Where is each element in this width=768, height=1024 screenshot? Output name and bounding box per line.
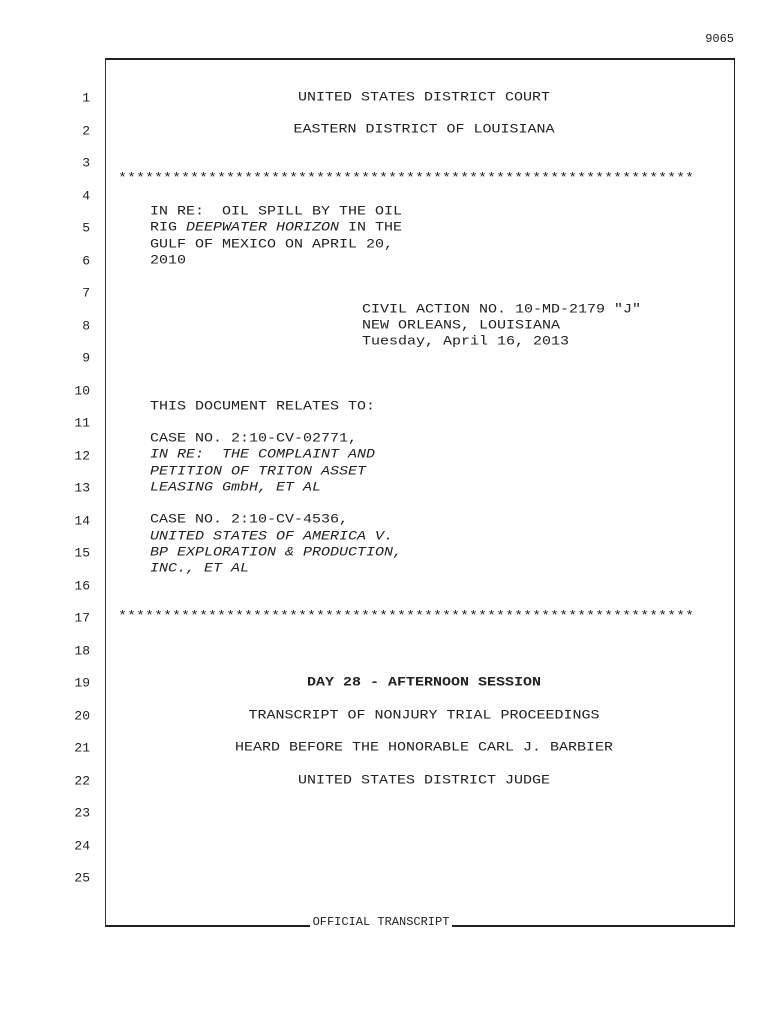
line-number: 15 — [74, 545, 90, 561]
case1-title: PETITION OF TRITON ASSET — [150, 464, 367, 479]
line-number: 14 — [74, 513, 90, 528]
case1-title: LEASING GmbH, ET AL — [150, 480, 322, 495]
separator-bottom: **************************************************************** — [118, 609, 695, 624]
line-number: 8 — [82, 318, 90, 333]
case2-number: CASE NO. 2:10-CV-4536, — [150, 512, 349, 527]
line-number: 2 — [82, 123, 90, 138]
separator-top: **************************************************************** — [118, 171, 695, 186]
footer-label: OFFICIAL TRANSCRIPT — [310, 915, 453, 929]
line-number: 7 — [82, 285, 90, 301]
line-number: 22 — [74, 773, 90, 788]
line-number: 11 — [74, 415, 90, 431]
session-title: DAY 28 - AFTERNOON SESSION — [306, 675, 542, 690]
line-number: 25 — [74, 870, 90, 886]
line-number: 16 — [74, 578, 90, 593]
judge-title: UNITED STATES DISTRICT JUDGE — [297, 773, 551, 788]
case2-title: BP EXPLORATION & PRODUCTION, — [150, 545, 403, 560]
line-number: 19 — [74, 675, 90, 691]
caption-text: RIG — [150, 220, 187, 235]
case2-title: INC., ET AL — [150, 561, 250, 576]
line-number: 5 — [82, 220, 90, 236]
date: Tuesday, April 16, 2013 — [362, 334, 570, 349]
caption-line — [150, 221, 402, 235]
transcript-title: TRANSCRIPT OF NONJURY TRIAL PROCEEDINGS — [248, 708, 600, 723]
relates-to: THIS DOCUMENT RELATES TO: — [150, 399, 376, 414]
line-number: 1 — [82, 90, 90, 106]
case1-title: IN RE: THE COMPLAINT AND — [150, 447, 376, 462]
line-number: 20 — [74, 708, 90, 723]
line-number: 12 — [74, 448, 90, 463]
line-number: 9 — [82, 350, 90, 366]
line-number: 21 — [74, 740, 90, 756]
line-number: 13 — [74, 480, 90, 496]
line-number: 6 — [82, 253, 90, 268]
line-number: 3 — [82, 155, 90, 171]
caption-rig-name: DEEPWATER HORIZON — [186, 220, 340, 235]
line-number: 10 — [74, 383, 90, 398]
case1-number: CASE NO. 2:10-CV-02771, — [150, 431, 358, 446]
heard-before: HEARD BEFORE THE HONORABLE CARL J. BARBIER — [234, 740, 614, 755]
line-number: 4 — [82, 188, 90, 203]
caption-line: GULF OF MEXICO ON APRIL 20, — [150, 237, 394, 252]
caption-text: IN THE — [339, 220, 403, 235]
footer — [0, 915, 765, 929]
line-number: 17 — [74, 610, 90, 626]
line-number: 18 — [74, 643, 90, 658]
court-name: UNITED STATES DISTRICT COURT — [297, 90, 551, 105]
line-number: 24 — [74, 838, 90, 853]
caption-line: 2010 — [150, 253, 187, 268]
case2-title: UNITED STATES OF AMERICA V. — [150, 529, 394, 544]
location: NEW ORLEANS, LOUISIANA — [362, 318, 561, 333]
page-number: 9065 — [705, 32, 734, 46]
district-name: EASTERN DISTRICT OF LOUISIANA — [293, 122, 555, 137]
civil-action: CIVIL ACTION NO. 10-MD-2179 "J" — [362, 302, 642, 317]
line-number: 23 — [74, 805, 90, 821]
caption-line: IN RE: OIL SPILL BY THE OIL — [150, 204, 403, 219]
